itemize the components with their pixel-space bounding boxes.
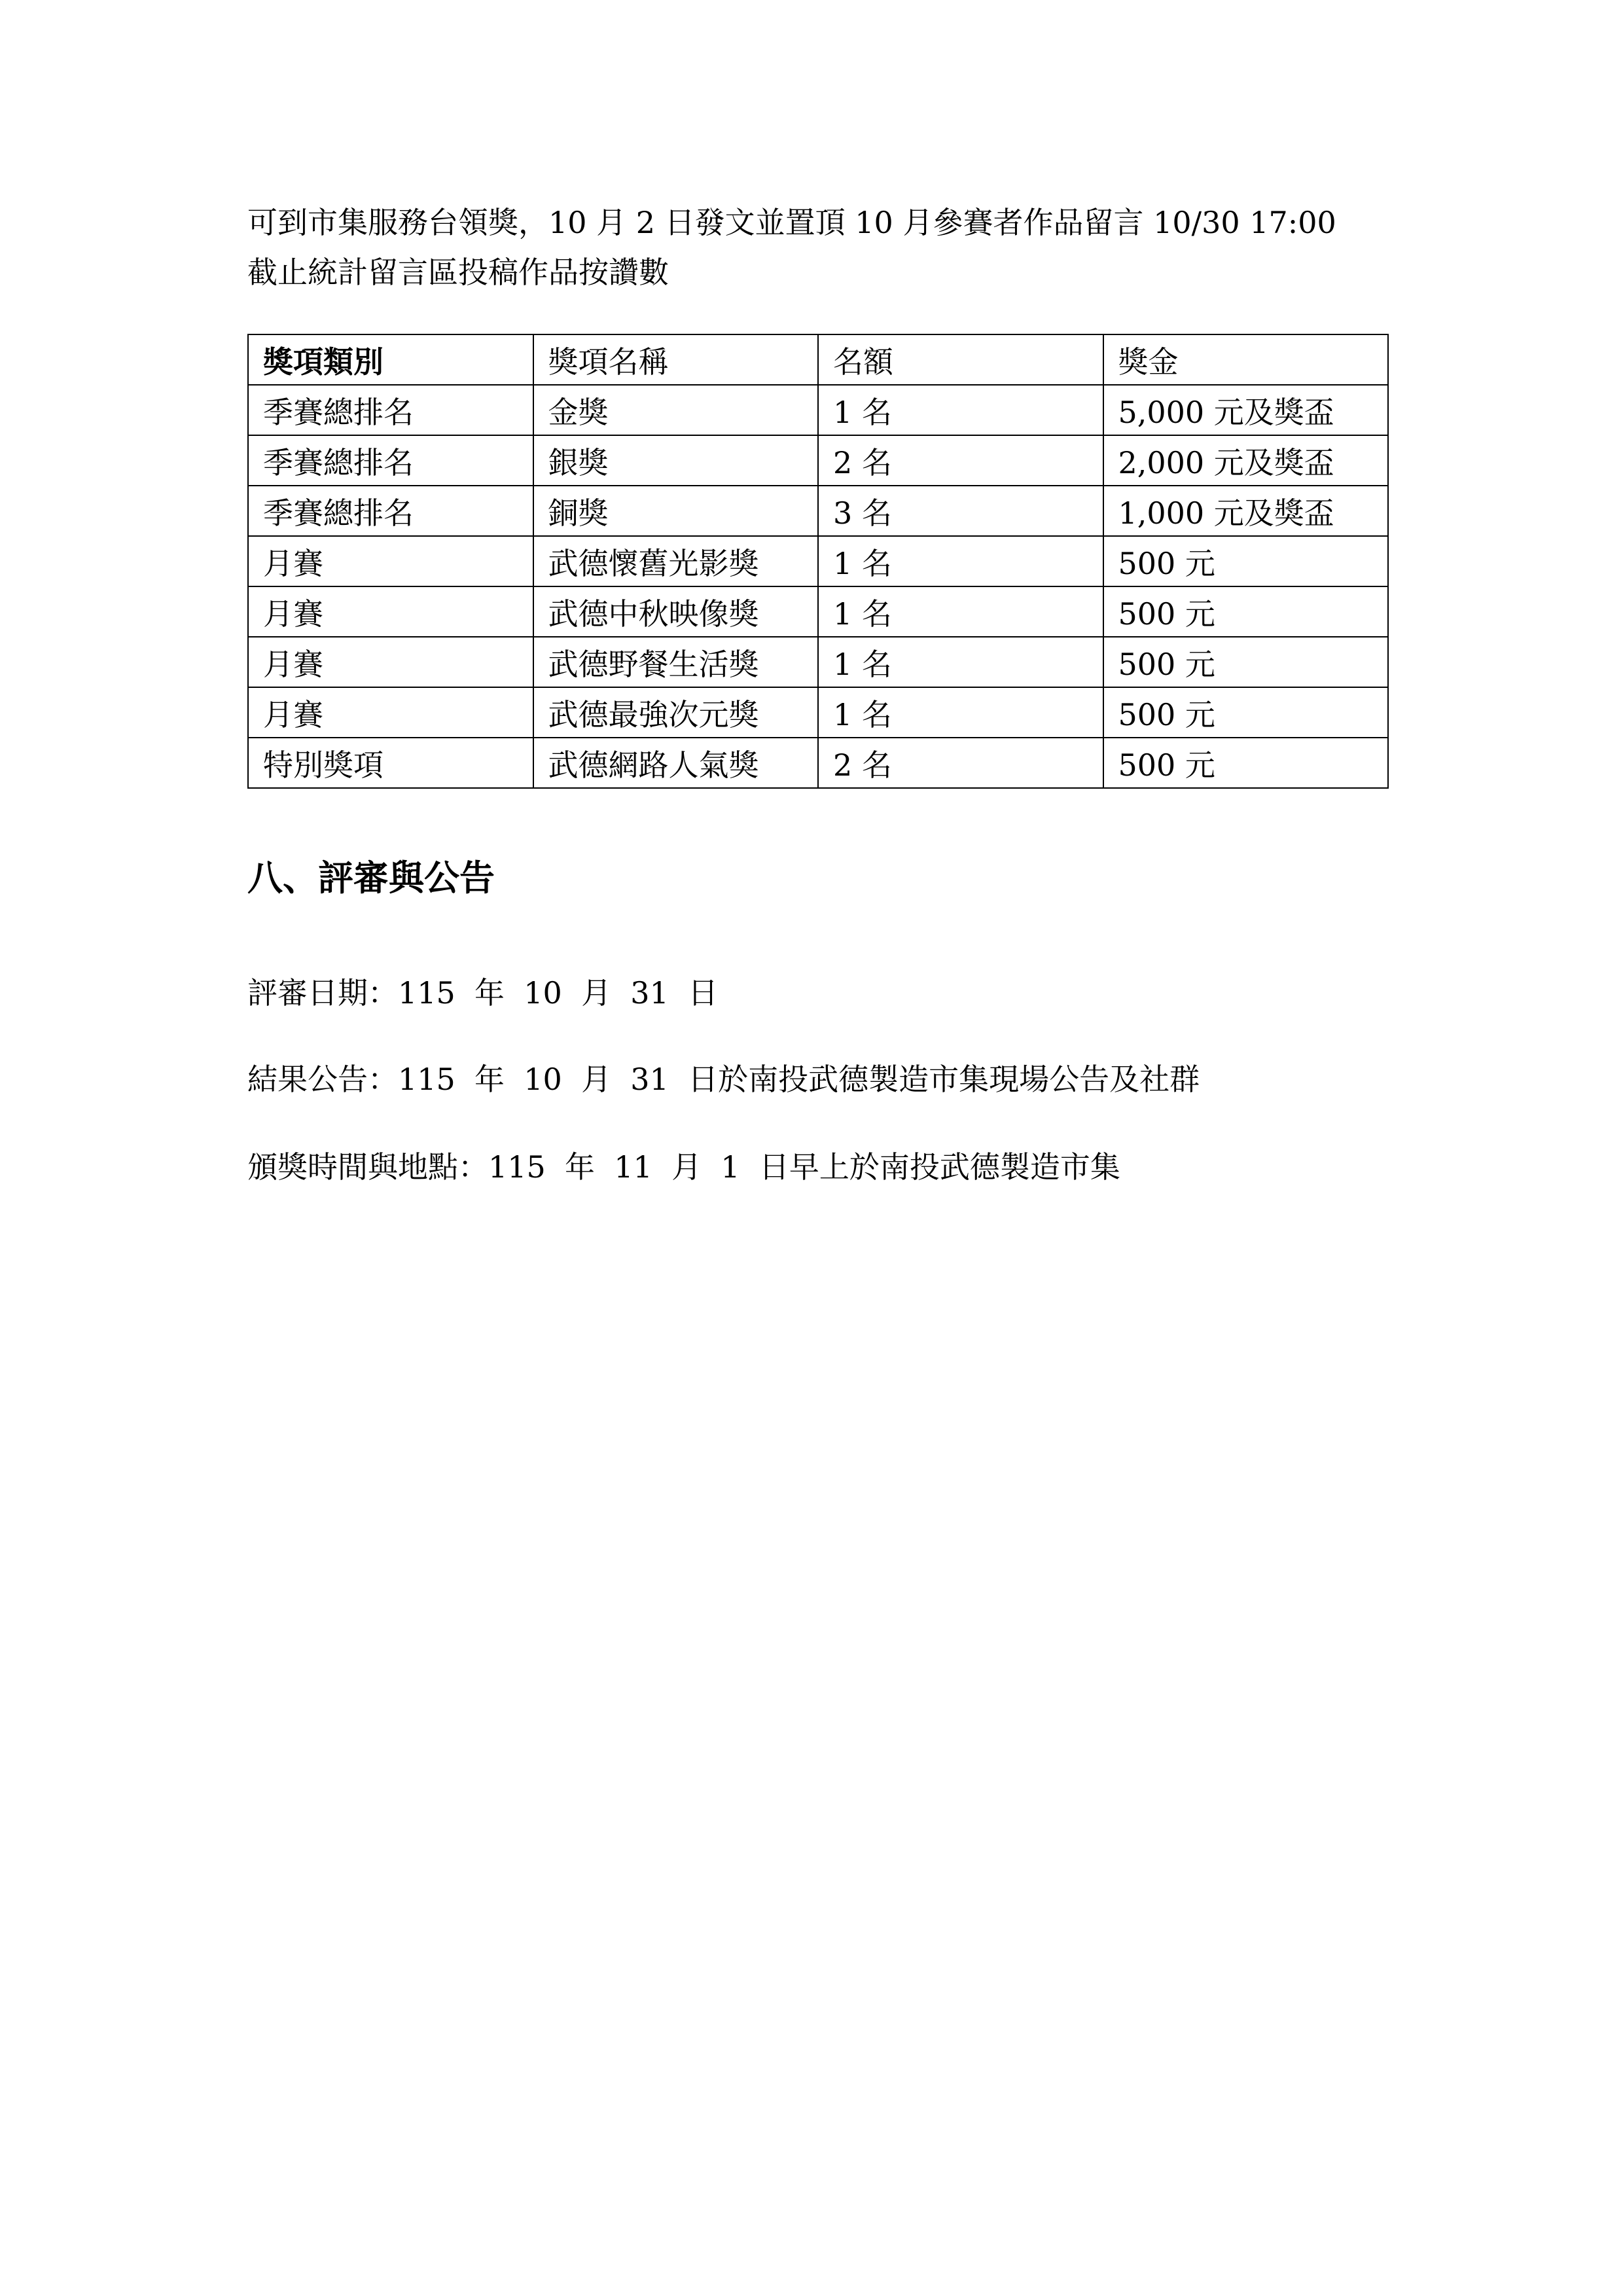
cell-quota: 1 名	[818, 687, 1103, 738]
cell-prize: 2,000 元及獎盃	[1103, 435, 1389, 486]
table-row	[248, 586, 1388, 637]
awards-table	[247, 334, 1389, 789]
cell-award-name: 武德最強次元獎	[533, 687, 819, 738]
result-announcement: 結果公告：115 年 10 月 31 日於南投武德製造市集現場公告及社群	[247, 1062, 1200, 1097]
cell-category: 特別獎項	[248, 738, 533, 788]
table-row	[248, 536, 1388, 586]
cell-category: 季賽總排名	[248, 435, 533, 486]
cell-quota: 1 名	[818, 586, 1103, 637]
cell-award-name: 金獎	[533, 385, 819, 435]
cell-prize: 5,000 元及獎盃	[1103, 385, 1389, 435]
table-row	[248, 738, 1388, 788]
section-title: 八、評審與公告	[247, 857, 495, 899]
cell-prize: 500 元	[1103, 536, 1389, 586]
cell-award-name: 武德野餐生活獎	[533, 637, 819, 687]
header-prize: 獎金	[1103, 334, 1389, 385]
cell-category: 月賽	[248, 637, 533, 687]
cell-quota: 2 名	[818, 738, 1103, 788]
cell-prize: 500 元	[1103, 637, 1389, 687]
cell-quota: 3 名	[818, 486, 1103, 536]
cell-award-name: 銅獎	[533, 486, 819, 536]
cell-award-name: 武德懷舊光影獎	[533, 536, 819, 586]
cell-award-name: 武德網路人氣獎	[533, 738, 819, 788]
cell-quota: 2 名	[818, 435, 1103, 486]
cell-category: 月賽	[248, 536, 533, 586]
cell-prize: 500 元	[1103, 738, 1389, 788]
intro-line-1: 可到市集服務台領獎，10 月 2 日發文並置頂 10 月參賽者作品留言 10/30 17:00	[247, 205, 1336, 240]
cell-category: 月賽	[248, 586, 533, 637]
cell-category: 月賽	[248, 687, 533, 738]
cell-prize: 1,000 元及獎盃	[1103, 486, 1389, 536]
cell-category: 季賽總排名	[248, 486, 533, 536]
table-row	[248, 637, 1388, 687]
cell-prize: 500 元	[1103, 687, 1389, 738]
header-award-category: 獎項類別	[248, 334, 533, 385]
header-quota: 名額	[818, 334, 1103, 385]
cell-category: 季賽總排名	[248, 385, 533, 435]
table-header-row	[248, 334, 1388, 385]
cell-quota: 1 名	[818, 385, 1103, 435]
award-ceremony: 頒獎時間與地點：115 年 11 月 1 日早上於南投武德製造市集	[247, 1149, 1120, 1185]
cell-prize: 500 元	[1103, 586, 1389, 637]
table-row	[248, 687, 1388, 738]
intro-paragraph	[247, 198, 1399, 297]
intro-line-2: 截止統計留言區投稿作品按讚數	[247, 255, 669, 290]
cell-quota: 1 名	[818, 536, 1103, 586]
table-row	[248, 435, 1388, 486]
table-row	[248, 385, 1388, 435]
header-award-name: 獎項名稱	[533, 334, 819, 385]
cell-quota: 1 名	[818, 637, 1103, 687]
table-row	[248, 486, 1388, 536]
cell-award-name: 武德中秋映像獎	[533, 586, 819, 637]
cell-award-name: 銀獎	[533, 435, 819, 486]
judging-date: 評審日期：115 年 10 月 31 日	[247, 975, 719, 1011]
